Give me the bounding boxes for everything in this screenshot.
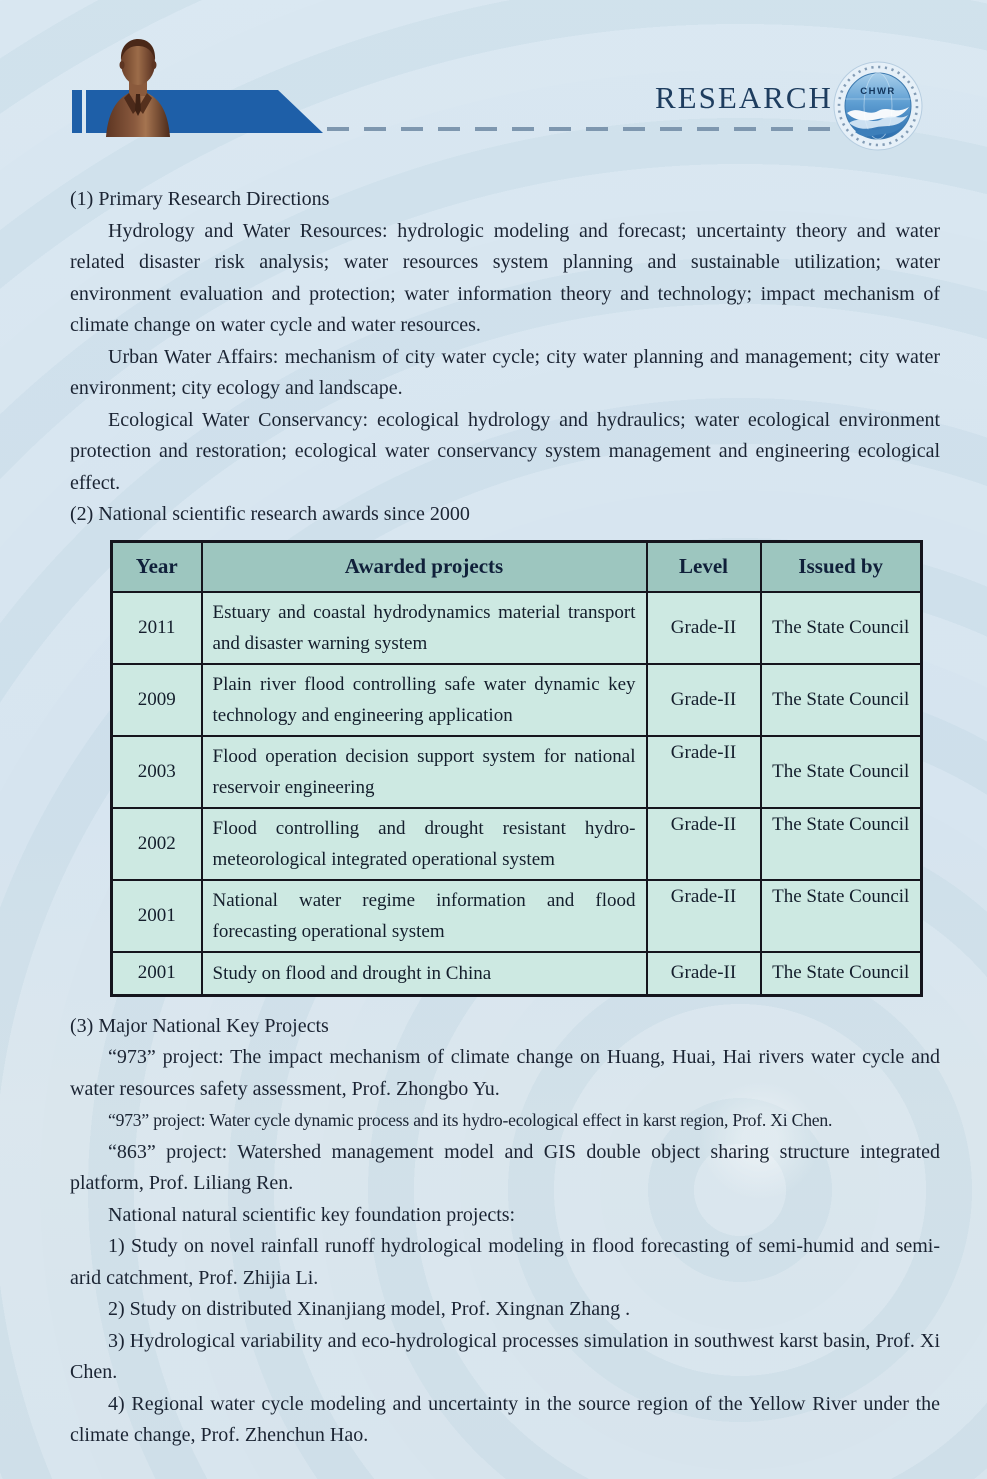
cell-year: 2003 — [112, 736, 202, 808]
cell-project: National water regime information and flood forecasting operational system — [202, 880, 647, 952]
col-header-awarded-projects: Awarded projects — [202, 541, 647, 592]
cell-issued-by: The State Council — [761, 664, 922, 736]
cell-level: Grade-II — [647, 880, 761, 952]
cell-issued-by: The State Council — [761, 808, 922, 880]
cell-project: Estuary and coastal hydrodynamics material transport and disaster warning system — [202, 592, 647, 664]
col-header-year: Year — [112, 541, 202, 592]
document-body — [0, 184, 987, 1452]
cell-year: 2009 — [112, 664, 202, 736]
cell-project: Study on flood and drought in China — [202, 952, 647, 996]
cell-issued-by: The State Council — [761, 952, 922, 996]
cell-issued-by: The State Council — [761, 592, 922, 664]
cell-level: Grade-II — [647, 736, 761, 808]
logo-text: CHWR — [860, 86, 896, 97]
paragraph-foundation-item-4: 4) Regional water cycle modeling and uncertainty in the source region of the Yellow River under the climate change, Prof. Zhenchun Hao. — [70, 1392, 940, 1446]
paragraph-973-project-2: “973” project: Water cycle dynamic process and its hydro-ecological effect in karst region, Prof. Xi Chen. — [108, 1110, 833, 1130]
table-row — [112, 952, 922, 996]
table-row — [112, 736, 922, 808]
paragraph-863-project: “863” project: Watershed management model and GIS double object sharing structure integrated platform, Prof. Liliang Ren. — [70, 1140, 940, 1194]
section-2-heading: (2) National scientific research awards since 2000 — [70, 503, 470, 525]
cell-year: 2001 — [112, 880, 202, 952]
paragraph-ecological: Ecological Water Conservancy: ecological hydrology and hydraulics; water ecological environment protection and restoration; ecological water conservancy system management and engineering ecological effect. — [70, 408, 940, 494]
page-title: RESEARCH — [655, 80, 833, 115]
paragraph-foundation-projects: National natural scientific key foundation projects: — [108, 1203, 516, 1226]
table-row — [112, 592, 922, 664]
cell-project: Plain river flood controlling safe water dynamic key technology and engineering application — [202, 664, 647, 736]
paragraph-foundation-item-3: 3) Hydrological variability and eco-hydrological processes simulation in southwest karst basin, Prof. Xi Chen. — [70, 1329, 940, 1383]
paragraph-urban-water: Urban Water Affairs: mechanism of city water cycle; city water planning and management; city water environment; city ecology and landscape. — [70, 345, 940, 399]
paragraph-foundation-item-1: 1) Study on novel rainfall runoff hydrological modeling in flood forecasting of semi-humid and semi-arid catchment, Prof. Zhijia Li. — [70, 1235, 940, 1289]
cell-year: 2002 — [112, 808, 202, 880]
cell-level: Grade-II — [647, 952, 761, 996]
col-header-issued-by: Issued by — [761, 541, 922, 592]
section-1-heading: (1) Primary Research Directions — [70, 188, 330, 210]
bust-statue-image — [100, 36, 176, 137]
chwr-logo — [833, 61, 923, 151]
header-dashed-line — [327, 127, 847, 131]
awards-table — [110, 540, 923, 997]
paragraph-foundation-item-2: 2) Study on distributed Xinanjiang model, Prof. Xingnan Zhang . — [108, 1298, 631, 1320]
cell-project: Flood controlling and drought resistant hydro-meteorological integrated operational system — [202, 808, 647, 880]
header-accent-bar — [72, 90, 82, 133]
cell-project: Flood operation decision support system for national reservoir engineering — [202, 736, 647, 808]
col-header-level: Level — [647, 541, 761, 592]
cell-level: Grade-II — [647, 592, 761, 664]
cell-level: Grade-II — [647, 664, 761, 736]
table-row — [112, 664, 922, 736]
paragraph-973-project-1: “973” project: The impact mechanism of climate change on Huang, Huai, Hai rivers water cycle and water resources safety assessment, Prof. Zhongbo Yu. — [70, 1046, 940, 1100]
cell-issued-by: The State Council — [761, 736, 922, 808]
table-row — [112, 808, 922, 880]
paragraph-hydrology: Hydrology and Water Resources: hydrologic modeling and forecast; uncertainty theory and water related disaster risk analysis; water resources system planning and sustainable utilization; water environment evaluation and protection; water information theory and technology; impact mechanism of climate change on water cycle and water resources. — [70, 219, 940, 336]
section-3-heading: (3) Major National Key Projects — [70, 1014, 329, 1037]
awards-table-header-row — [112, 541, 922, 592]
cell-level: Grade-II — [647, 808, 761, 880]
table-row — [112, 880, 922, 952]
cell-issued-by: The State Council — [761, 880, 922, 952]
cell-year: 2001 — [112, 952, 202, 996]
cell-year: 2011 — [112, 592, 202, 664]
